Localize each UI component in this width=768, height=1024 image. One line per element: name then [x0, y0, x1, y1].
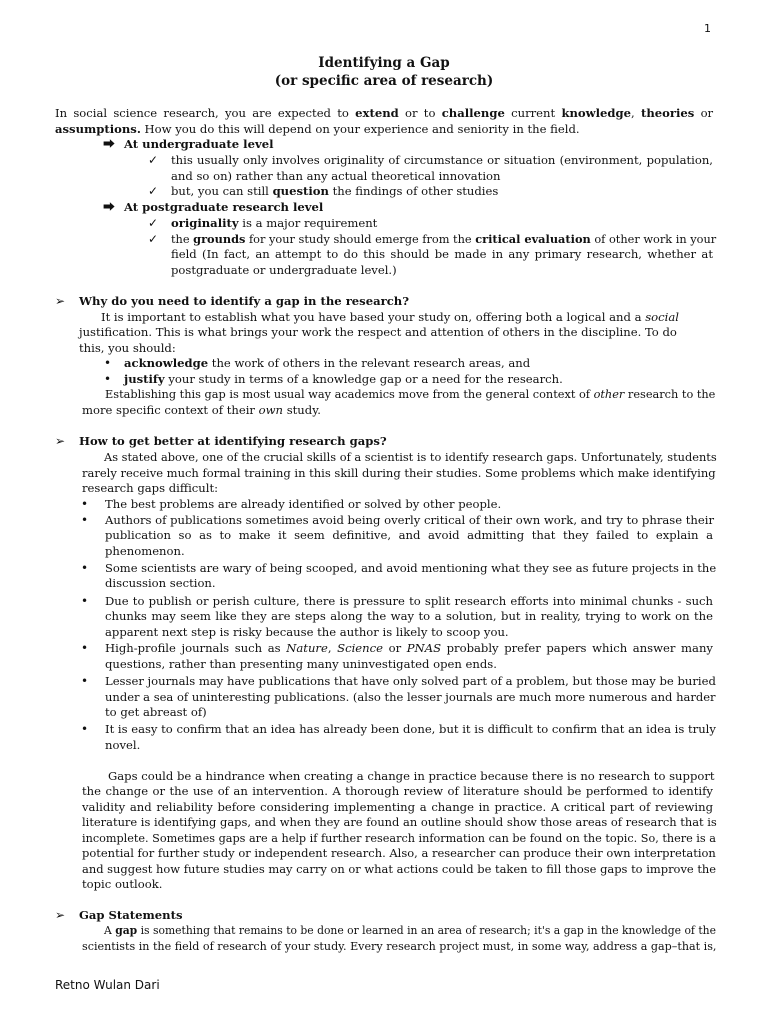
gaps-para-line-8: topic outlook.	[82, 877, 163, 891]
gaps-para-line-4: literature is identifying gaps, and when they are found an outline should show those areas of research that is	[82, 815, 717, 829]
postgrad-check-2-line-2: field (In fact, an attempt to do this should be made in any primary research, whether at	[171, 247, 713, 261]
triangle-bullet-icon: ➢	[55, 908, 66, 922]
gaps-para-line-7: and suggest how future studies may carry on or what actions could be taken to fill those gaps to improve the	[82, 862, 717, 876]
postgrad-check-2-line-1: the grounds for your study should emerge from the critical evaluation of other work in your	[171, 232, 717, 246]
check-icon: ✓	[148, 184, 159, 198]
better-bullet-6-line-2: under a sea of uninteresting publications. (also the lesser journals are much more numerous and harder	[105, 690, 716, 704]
why-line-3: this, you should:	[79, 341, 176, 355]
gap-statements-line-2: scientists in the field of research of your study. Every research project must, in some way, address a gap–that is,	[82, 940, 717, 953]
document-title: Identifying a Gap	[318, 55, 450, 71]
why-line-2: justification. This is what brings your work the respect and attention of others in the discipline. To do	[79, 325, 677, 339]
why-line-1: It is important to establish what you have based your study on, offering both a logical and a social	[101, 310, 679, 324]
postgrad-check-2-line-3: postgraduate or undergraduate level.)	[171, 263, 397, 277]
why-heading: Why do you need to identify a gap in the research?	[79, 294, 409, 308]
better-bullet-1: The best problems are already identified or solved by other people.	[105, 497, 502, 511]
check-icon: ✓	[148, 153, 159, 167]
better-bullet-6-line-1: Lesser journals may have publications that have only solved part of a problem, but those may be buried	[105, 674, 716, 688]
document-subtitle: (or specific area of research)	[274, 73, 494, 89]
arrow-bullet-icon: ⮕	[103, 137, 116, 151]
bullet-icon: •	[104, 372, 112, 386]
better-bullet-4-line-2: chunks may seem like they are steps along the way to a solution, but in reality, trying to work on the	[105, 609, 713, 623]
gaps-para-line-6: potential for further study or independent research. Also, a researcher can produce their own interpretation	[82, 846, 716, 860]
footer-author: Retno Wulan Dari	[55, 978, 160, 992]
better-bullet-7-line-2: novel.	[105, 738, 141, 752]
gap-statements-heading: Gap Statements	[79, 908, 183, 922]
better-heading: How to get better at identifying research gaps?	[79, 434, 387, 448]
bullet-icon: •	[81, 497, 89, 511]
bullet-icon: •	[81, 674, 89, 688]
better-bullet-3-line-1: Some scientists are wary of being scooped, and avoid mentioning what they see as future projects in the	[105, 561, 717, 575]
gap-statements-line-1: A gap is something that remains to be done or learned in an area of research; it's a gap in the knowledge of the	[104, 924, 716, 937]
gaps-para-line-1: Gaps could be a hindrance when creating a change in practice because there is no research to support	[108, 769, 715, 783]
bullet-icon: •	[81, 641, 89, 655]
triangle-bullet-icon: ➢	[55, 294, 66, 308]
gaps-para-line-2: the change or the use of an intervention. A thorough review of literature should be performed to identify	[82, 784, 713, 798]
triangle-bullet-icon: ➢	[55, 434, 66, 448]
arrow-bullet-icon: ⮕	[103, 200, 116, 214]
bullet-icon: •	[81, 722, 89, 736]
why-bullet-2: justify your study in terms of a knowledge gap or a need for the research.	[124, 372, 563, 386]
better-bullet-7-line-1: It is easy to confirm that an idea has already been done, but it is difficult to confirm that an idea is truly	[105, 722, 716, 736]
undergrad-heading: At undergraduate level	[124, 137, 274, 151]
better-bullet-4-line-1: Due to publish or perish culture, there is pressure to split research efforts into minimal chunks - such	[105, 594, 713, 608]
intro-line-2: assumptions. How you do this will depend on your experience and seniority in the field.	[55, 122, 580, 136]
gaps-para-line-3: validity and reliability before considering implementing a change in practice. A critical part of reviewing	[82, 800, 713, 814]
better-p-line-3: research gaps difficult:	[82, 481, 219, 495]
postgrad-check-1: originality is a major requirement	[171, 216, 378, 230]
better-bullet-2-line-3: phenomenon.	[105, 544, 185, 558]
better-bullet-4-line-3: apparent next step is risky because the author is likely to scoop you.	[105, 625, 509, 639]
better-p-line-2: rarely receive much formal training in this skill during their studies. Some problems which make identifying	[82, 466, 716, 480]
undergrad-check-1-line-2: and so on) rather than any actual theoretical innovation	[171, 169, 501, 183]
intro-line-1: In social science research, you are expected to extend or to challenge current knowledge, theories or	[55, 106, 714, 120]
bullet-icon: •	[81, 594, 89, 608]
better-bullet-2-line-1: Authors of publications sometimes avoid being overly critical of their own work, and try to phrase their	[105, 513, 715, 527]
postgrad-heading: At postgraduate research level	[124, 200, 324, 214]
better-bullet-3-line-2: discussion section.	[105, 576, 216, 590]
gaps-para-line-5: incomplete. Sometimes gaps are a help if further research information can be found on the topic. So, there is a	[82, 832, 716, 845]
page-number: 1	[704, 22, 711, 35]
better-bullet-5-line-2: questions, rather than presenting many uninvestigated open ends.	[105, 657, 497, 671]
undergrad-check-2: but, you can still question the findings of other studies	[171, 184, 499, 198]
why-bullet-1: acknowledge the work of others in the relevant research areas, and	[124, 356, 531, 370]
better-bullet-6-line-3: to get abreast of)	[105, 705, 207, 719]
bullet-icon: •	[81, 513, 89, 527]
why-line-5: more specific context of their own study.	[82, 403, 321, 417]
bullet-icon: •	[104, 356, 112, 370]
bullet-icon: •	[81, 561, 89, 575]
check-icon: ✓	[148, 216, 159, 230]
better-p-line-1: As stated above, one of the crucial skills of a scientist is to identify research gaps. Unfortunately, students	[104, 450, 717, 464]
better-bullet-2-line-2: publication so as to make it seem definitive, and avoid admitting that they failed to explain a	[105, 528, 713, 542]
why-line-4: Establishing this gap is most usual way academics move from the general context of other research to the	[105, 387, 716, 401]
undergrad-check-1-line-1: this usually only involves originality of circumstance or situation (environment, population,	[171, 153, 713, 167]
check-icon: ✓	[148, 232, 159, 246]
better-bullet-5-line-1: High-profile journals such as Nature, Science or PNAS probably prefer papers which answer many	[105, 641, 713, 655]
